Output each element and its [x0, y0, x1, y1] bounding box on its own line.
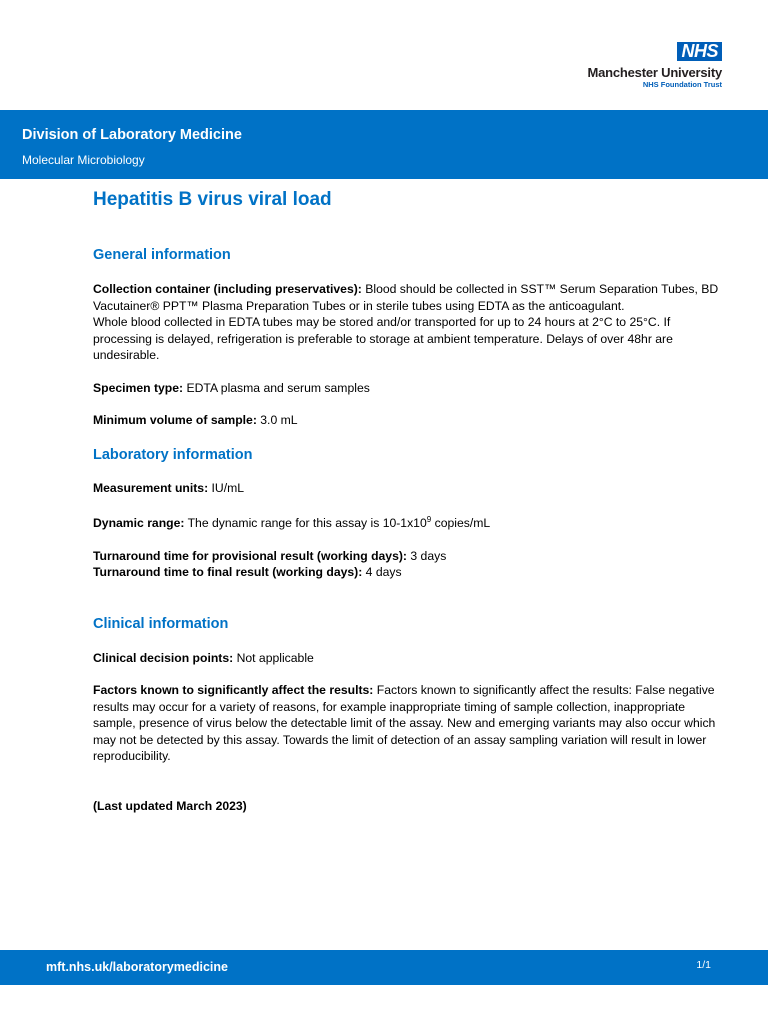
organisation-trust: NHS Foundation Trust [642, 80, 722, 89]
clinical-decision-paragraph [93, 650, 725, 667]
department-subtitle: Molecular Microbiology [22, 153, 145, 167]
minimum-volume-paragraph [93, 412, 725, 429]
header-band [0, 110, 768, 179]
footer-url-link[interactable]: mft.nhs.uk/laboratorymedicine [46, 960, 228, 974]
nhs-logo [587, 42, 722, 89]
turnaround-provisional-paragraph [93, 548, 725, 565]
specimen-type-value: EDTA plasma and serum samples [186, 380, 370, 395]
dynamic-range-exponent: 9 [426, 515, 432, 524]
nhs-badge: NHS [677, 42, 722, 61]
specimen-type-paragraph [93, 380, 725, 397]
turnaround-provisional-label: Turnaround time for provisional result (working days): [93, 548, 407, 563]
general-information-heading: General information [93, 247, 231, 263]
dynamic-range-unit: copies/mL [434, 516, 491, 531]
division-title: Division of Laboratory Medicine [22, 127, 242, 143]
dynamic-range-text: The dynamic range for this assay is 10-1x10 [187, 516, 427, 531]
factors-text: Factors known to significantly affect the results: False negative results may occur for a variety of reasons, for example inappropriate timing of sample collection, inappropriate sample, presence of virus below the detectable limit of the assay. New and emerging variants may also occur which may not be detected by this assay. Towards the limit of detection of an assay sampling variation will result in lower reproducibility. [93, 683, 716, 764]
minimum-volume-label: Minimum volume of sample: [93, 413, 257, 427]
measurement-units-paragraph [93, 480, 725, 497]
clinical-decision-label: Clinical decision points: [93, 650, 234, 665]
measurement-units-label: Measurement units: [93, 480, 209, 495]
collection-container-text: Blood should be collected in SST™ Serum Separation Tubes, BD Vacutainer® PPT™ Plasma Preparation Tubes or in sterile tubes using EDTA as the anticoagulant. [93, 282, 719, 313]
specimen-type-label: Specimen type: [93, 380, 184, 395]
measurement-units-value: IU/mL [211, 480, 245, 495]
organisation-name: Manchester University [587, 65, 722, 80]
laboratory-information-heading: Laboratory information [93, 446, 253, 463]
factors-label: Factors known to significantly affect the results: [93, 683, 374, 698]
turnaround-final-value: 4 days [365, 565, 402, 580]
last-updated: (Last updated March 2023) [93, 798, 247, 813]
factors-paragraph [93, 682, 725, 765]
turnaround-final-label: Turnaround time to final result (working days): [93, 565, 363, 580]
page-title: Hepatitis B virus viral load [93, 189, 332, 210]
dynamic-range-paragraph [93, 512, 725, 532]
clinical-information-heading: Clinical information [93, 615, 229, 632]
collection-container-label: Collection container (including preservatives): [93, 282, 362, 296]
storage-paragraph: Whole blood collected in EDTA tubes may be stored and/or transported for up to 24 hours at 2°C to 25°C. If processing is delayed, refrigeration is preferable to storage at ambient temperature. Delays of over 48hr are undesirable. [93, 315, 673, 362]
minimum-volume-value: 3.0 mL [260, 413, 298, 427]
dynamic-range-label: Dynamic range: [93, 516, 185, 531]
footer-band [0, 950, 768, 985]
turnaround-provisional-value: 3 days [410, 548, 447, 563]
page-number: 1/1 [696, 959, 711, 971]
collection-container-paragraph [93, 281, 725, 314]
document-body [93, 187, 725, 814]
clinical-decision-value: Not applicable [236, 650, 314, 665]
turnaround-final-paragraph [93, 564, 725, 581]
